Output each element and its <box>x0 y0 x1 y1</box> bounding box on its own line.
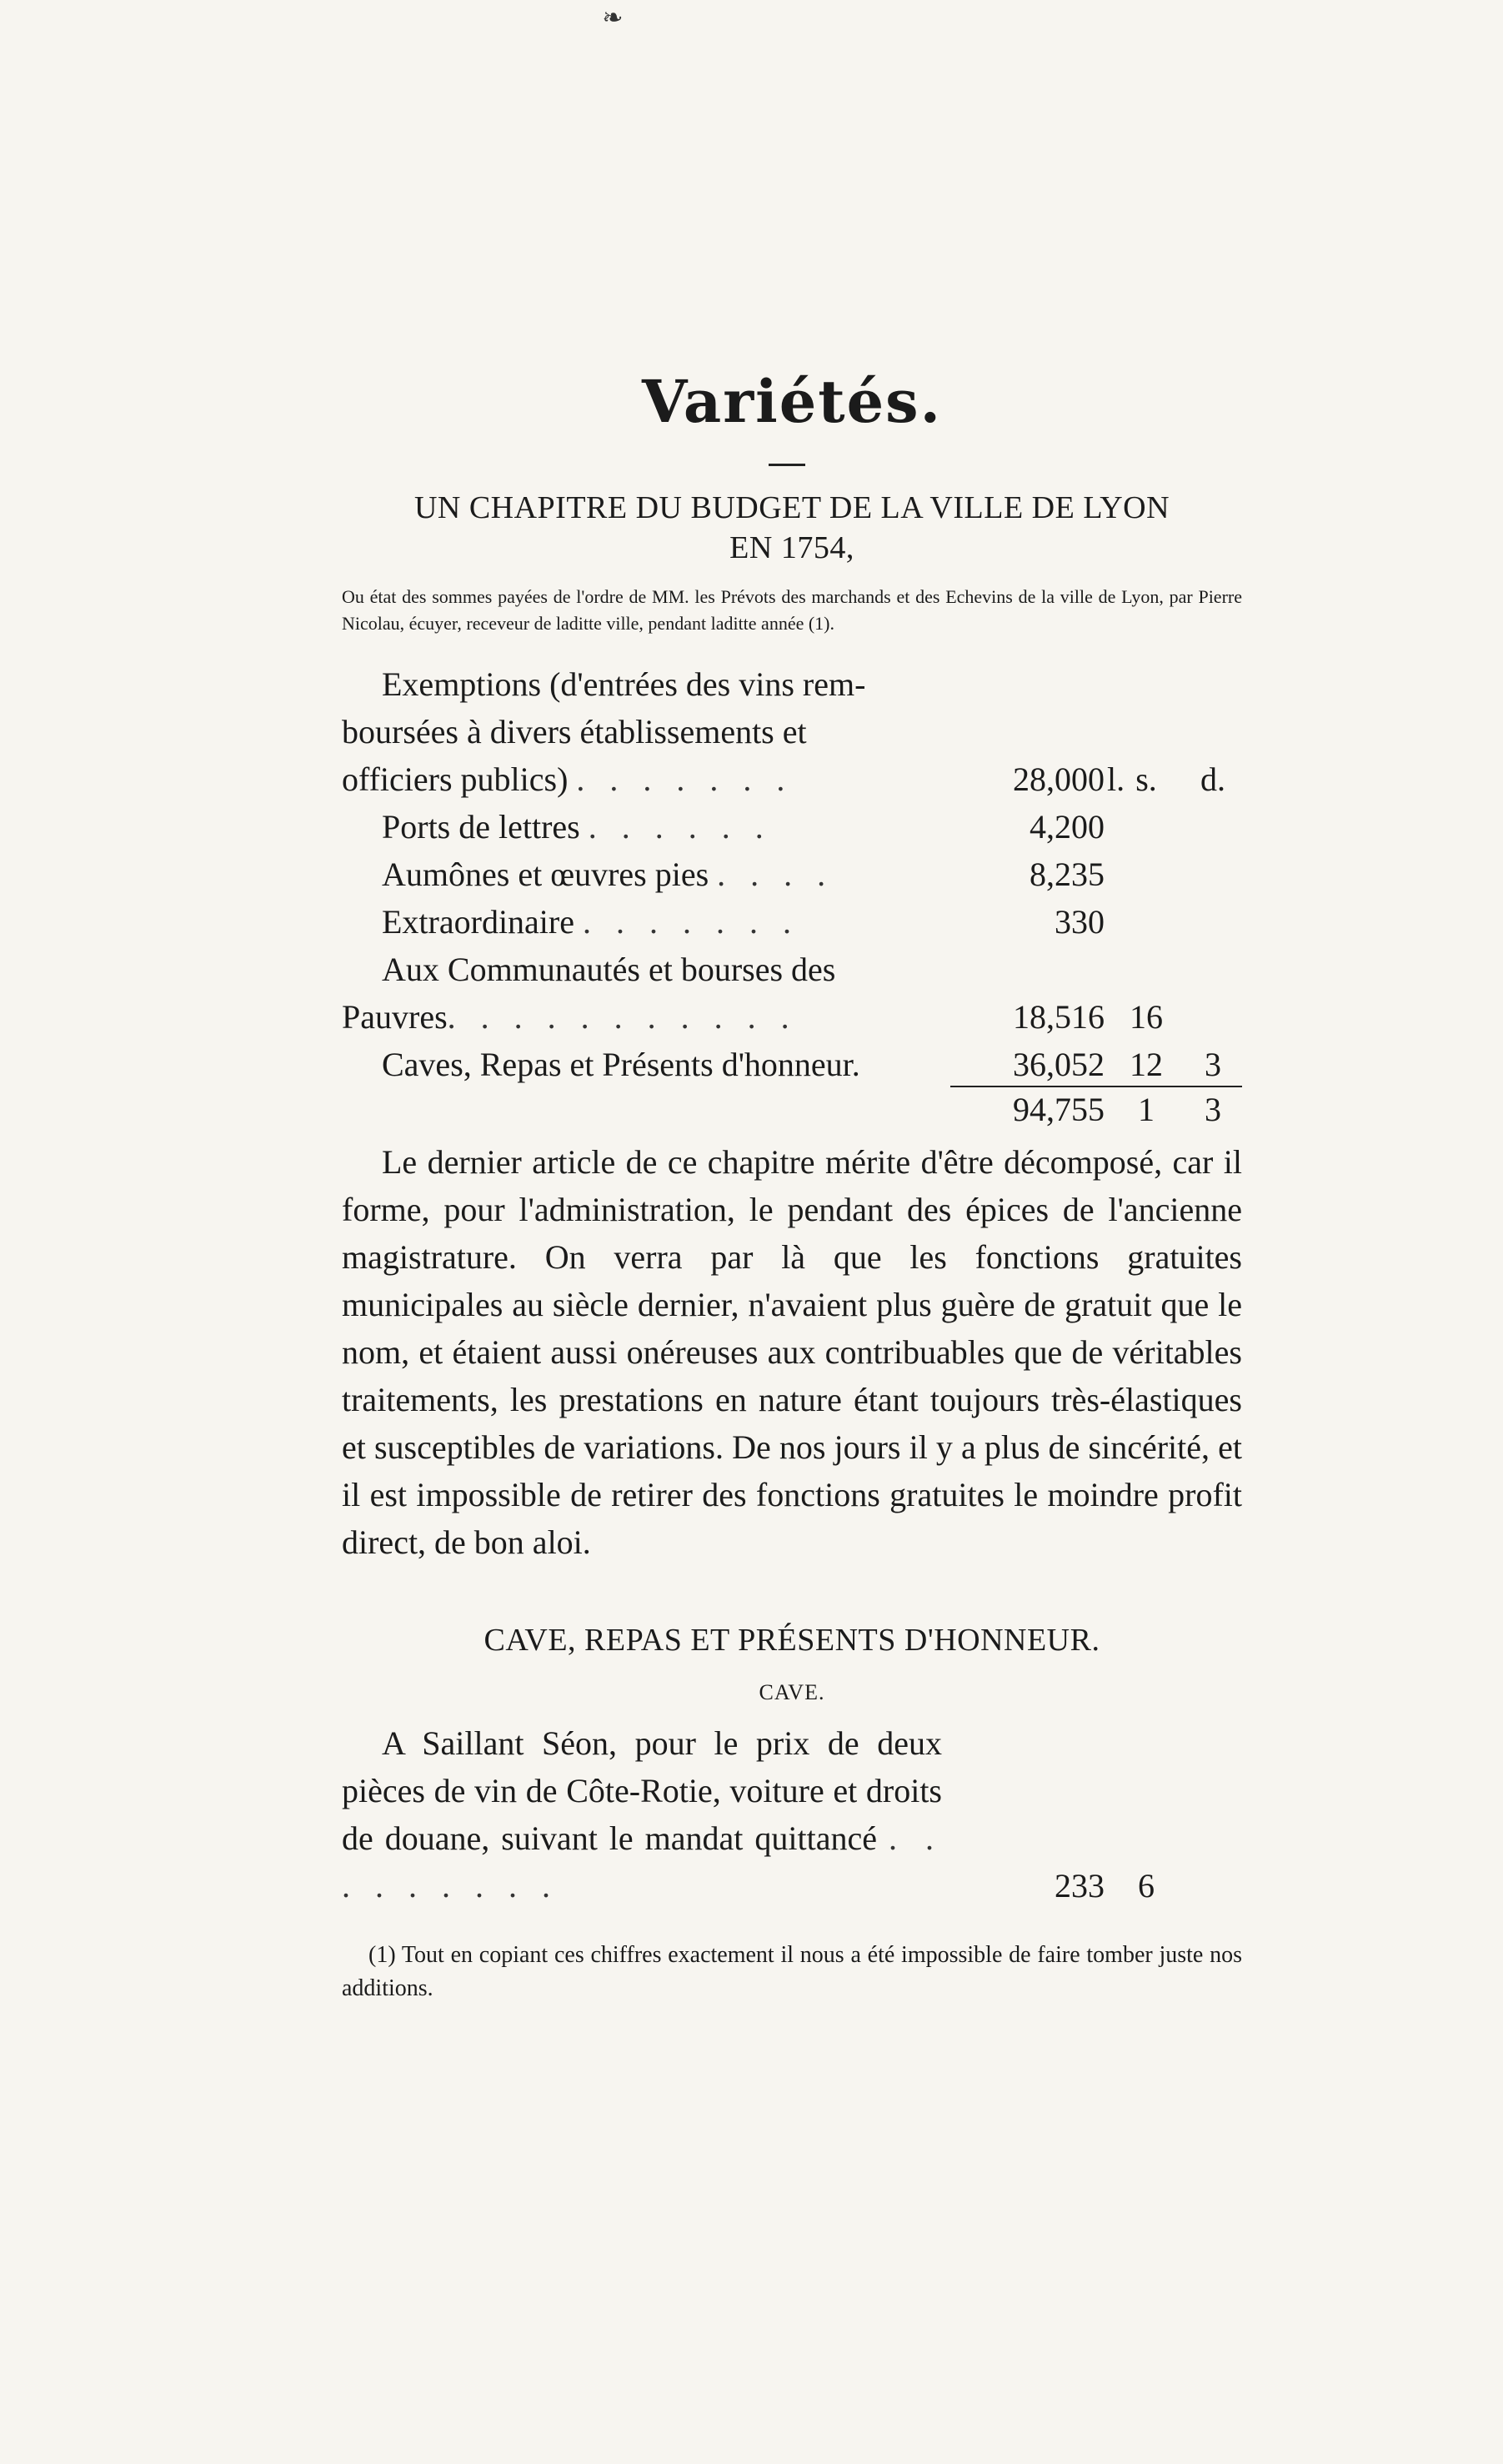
body-paragraph: Le dernier article de ce chapitre mérite d'être décomposé, car il forme, pour l'administration, le pendant des épices de l'ancienne magistrature. On verra par là que les fonctions gratuites municipales au siècle dernier, n'avaient plus guère de gratuit que le nom, et étaient aussi onéreuses aux contribuables que de véritables traitements, les prestations en nature étant toujours très-élastiques et susceptibles de variations. De nos jours il y a plus de sincérité, et il est impossible de retirer des fonctions gratuites le moindre profit direct, de bon aloi. <box>342 1143 1242 1561</box>
unit-deniers: d. <box>1200 760 1225 798</box>
ledger-row <box>342 1041 1242 1088</box>
ledger-label: Aux Communautés et bourses des <box>382 951 836 988</box>
ledger-livres: 18,516 <box>1013 998 1105 1036</box>
ledger-row <box>342 851 1242 898</box>
ledger-row <box>342 946 1242 993</box>
article-title-line1: UN CHAPITRE DU BUDGET DE LA VILLE DE LYON <box>413 490 1170 525</box>
ledger-row <box>342 660 1242 708</box>
ledger-row <box>342 803 1242 851</box>
ledger-label: Aumônes et œuvres pies . . . . <box>382 856 834 893</box>
ledger-row <box>342 755 1242 803</box>
unit-livres: l. <box>1107 760 1125 798</box>
ledger-livres: 8,235 <box>1030 856 1105 893</box>
ledger-sous: 16 <box>1130 998 1163 1036</box>
ledger-livres: 28,000 <box>1013 760 1105 798</box>
ledger-livres: 36,052 <box>1013 1046 1105 1083</box>
ledger-label: Ports de lettres . . . . . . <box>382 808 772 846</box>
cave-entry-text: A Saillant Séon, pour le prix de deux pièces de vin de Côte-Rotie, voiture et droits de douane, suivant le mandat quittancé . . . . . . . . . <box>342 1724 943 1904</box>
ledger-total-row <box>342 1086 1242 1136</box>
cave-amount-sous: 6 <box>1138 1867 1155 1904</box>
budget-ledger <box>342 660 1242 1088</box>
cave-amount <box>946 1862 1230 1909</box>
ledger-row <box>342 708 1242 755</box>
ledger-label: Caves, Repas et Présents d'honneur. <box>382 1046 860 1083</box>
ledger-row <box>342 993 1242 1041</box>
page <box>342 0 1242 2464</box>
cave-entry <box>342 1719 942 1909</box>
ledger-label: Extraordinaire . . . . . . . <box>382 903 799 941</box>
ledger-livres: 330 <box>1055 903 1105 941</box>
ledger-label: boursées à divers établissements et <box>342 713 807 750</box>
header-ornament: ❧ <box>602 4 624 32</box>
article-title <box>342 488 1242 568</box>
cave-amount-livres: 233 <box>1055 1867 1105 1904</box>
title-rule <box>769 464 805 466</box>
ledger-label: officiers publics) . . . . . . . <box>342 760 794 798</box>
ledger-livres: 4,200 <box>1030 808 1105 846</box>
ledger-row <box>342 898 1242 946</box>
ledger-sous: 12 <box>1130 1046 1163 1083</box>
total-deniers: 3 <box>1205 1091 1221 1128</box>
ledger-label: Pauvres. . . . . . . . . . . <box>342 998 798 1036</box>
total-livres: 94,755 <box>1013 1091 1105 1128</box>
unit-sous: s. <box>1135 760 1157 798</box>
article-title-line2: EN 1754, <box>729 530 854 565</box>
article-subtitle: Ou état des sommes payées de l'ordre de MM. les Prévots des marchands et des Echevins de la ville de Lyon, par Pierre Nicolau, écuyer, receveur de laditte ville, pendant laditte année (1). <box>342 586 1242 634</box>
ledger-label: Exemptions (d'entrées des vins rem- <box>382 665 866 703</box>
cave-subheading: CAVE. <box>759 1680 825 1704</box>
footnote: (1) Tout en copiant ces chiffres exactement il nous a été impossible de faire tomber juste nos additions. <box>342 1942 1242 2001</box>
total-sous: 1 <box>1138 1091 1155 1128</box>
section-title: Variétés. <box>642 367 942 436</box>
ledger-deniers: 3 <box>1205 1046 1221 1083</box>
cave-section-heading: CAVE, REPAS ET PRÉSENTS D'HONNEUR. <box>483 1623 1100 1658</box>
